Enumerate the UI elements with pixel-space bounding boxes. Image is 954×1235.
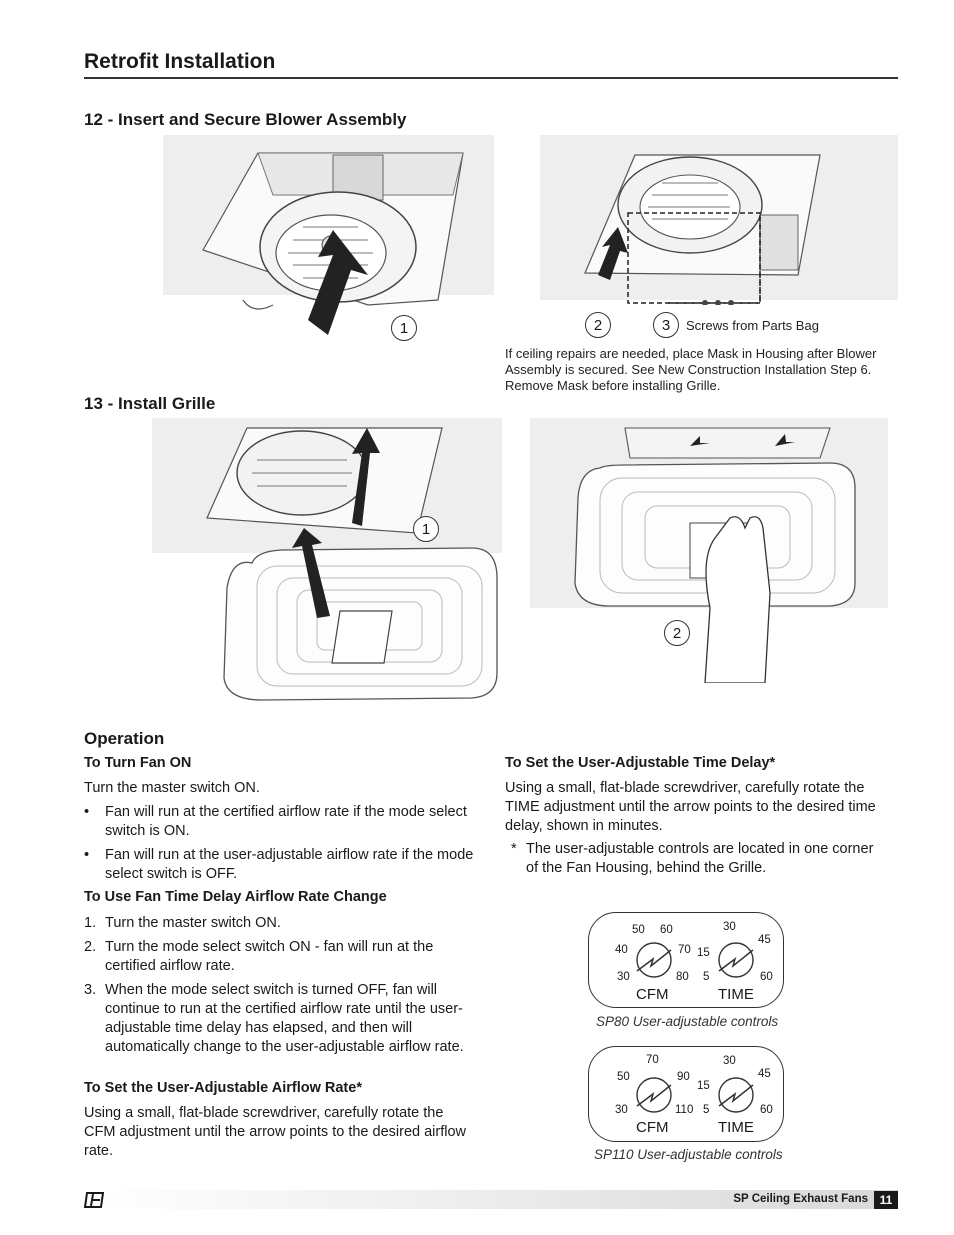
turn-on-bullet-1: • Fan will run at the certified airflow rate if the mode select switch is ON. [84, 804, 467, 839]
page-title: Retrofit Installation [84, 50, 276, 73]
ceiling-repair-note: If ceiling repairs are needed, place Mask in Housing after Blower Assembly is secured. See New Construction Installation Step 6. Remove Mask before installing Grille. [505, 346, 877, 393]
sp110-time-tick: 15 [697, 1080, 710, 1092]
footer-product-name: SP Ceiling Exhaust Fans [733, 1193, 868, 1205]
step13-callout-2: 2 [664, 620, 690, 646]
step12-callout-1: 1 [391, 315, 417, 341]
controls-footnote: * The user-adjustable controls are located in one corner of the Fan Housing, behind the Grille. [511, 841, 874, 876]
sp110-time-tick: 30 [723, 1055, 736, 1067]
screws-label: Screws from Parts Bag [686, 318, 819, 333]
sp80-cfm-tick: 70 [678, 944, 691, 956]
step13-heading: 13 - Install Grille [84, 394, 216, 413]
time-delay-heading: To Set the User-Adjustable Time Delay* [505, 755, 776, 771]
sp80-time-tick: 45 [758, 934, 771, 946]
sp110-time-tick: 45 [758, 1068, 771, 1080]
sp80-cfm-label: CFM [636, 986, 669, 1003]
sp110-controls-panel [588, 1046, 784, 1142]
sp110-cfm-tick: 30 [615, 1104, 628, 1116]
sp110-dials [589, 1047, 785, 1143]
sp80-controls-panel [588, 912, 784, 1008]
sp80-time-tick: 5 [703, 971, 710, 983]
turn-on-heading: To Turn Fan ON [84, 755, 192, 771]
sp110-cfm-tick: 110 [675, 1104, 694, 1116]
sp80-caption: SP80 User-adjustable controls [596, 1014, 779, 1029]
brand-logo-icon [84, 1192, 104, 1208]
sp80-dials [589, 913, 785, 1009]
blower-insert-figure [163, 135, 494, 350]
step12-callout-2: 2 [585, 312, 611, 338]
sp110-caption: SP110 User-adjustable controls [594, 1147, 783, 1162]
sp80-time-tick: 30 [723, 921, 736, 933]
grille-push-figure [530, 418, 888, 683]
sp80-time-label: TIME [718, 986, 754, 1003]
sp80-time-tick: 60 [760, 971, 773, 983]
sp110-cfm-label: CFM [636, 1119, 669, 1136]
time-delay-step-1: 1. Turn the master switch ON. [84, 915, 281, 931]
operation-heading: Operation [84, 729, 165, 748]
sp80-cfm-tick: 80 [676, 971, 689, 983]
blower-secure-figure [540, 135, 898, 305]
sp80-cfm-tick: 60 [660, 924, 673, 936]
time-delay-change-heading: To Use Fan Time Delay Airflow Rate Change [84, 889, 387, 905]
sp80-cfm-tick: 50 [632, 924, 645, 936]
sp110-cfm-tick: 50 [617, 1071, 630, 1083]
sp110-cfm-tick: 90 [677, 1071, 690, 1083]
step13-callout-1: 1 [413, 516, 439, 542]
sp80-cfm-tick: 40 [615, 944, 628, 956]
page-number: 11 [874, 1191, 898, 1209]
airflow-rate-heading: To Set the User-Adjustable Airflow Rate* [84, 1080, 362, 1096]
time-delay-step-2: 2. Turn the mode select switch ON - fan will run at the certified airflow rate. [84, 939, 434, 974]
sp80-cfm-tick: 30 [617, 971, 630, 983]
time-delay-text: Using a small, flat-blade screwdriver, carefully rotate the TIME adjustment until the arrow points to the desired time delay, shown in minutes. [505, 780, 876, 834]
airflow-rate-text: Using a small, flat-blade screwdriver, carefully rotate the CFM adjustment until the arrow points to the desired airflow rate. [84, 1105, 467, 1159]
step12-heading: 12 - Insert and Secure Blower Assembly [84, 110, 407, 129]
title-divider [84, 77, 898, 79]
sp80-time-tick: 15 [697, 947, 710, 959]
sp110-time-tick: 5 [703, 1104, 710, 1116]
step12-callout-3: 3 [653, 312, 679, 338]
grille-attach-figure [152, 418, 502, 708]
sp110-time-tick: 60 [760, 1104, 773, 1116]
turn-on-intro: Turn the master switch ON. [84, 780, 260, 796]
turn-on-bullet-2: • Fan will run at the user-adjustable airflow rate if the mode select switch is OFF. [84, 847, 474, 882]
time-delay-step-3: 3. When the mode select switch is turned OFF, fan will continue to run at the certified airflow rate until the user-adjustable time delay has elapsed, and then will automatically change to the user-adjustable airflow rate. [84, 982, 464, 1055]
sp110-cfm-tick: 70 [646, 1054, 659, 1066]
sp110-time-label: TIME [718, 1119, 754, 1136]
